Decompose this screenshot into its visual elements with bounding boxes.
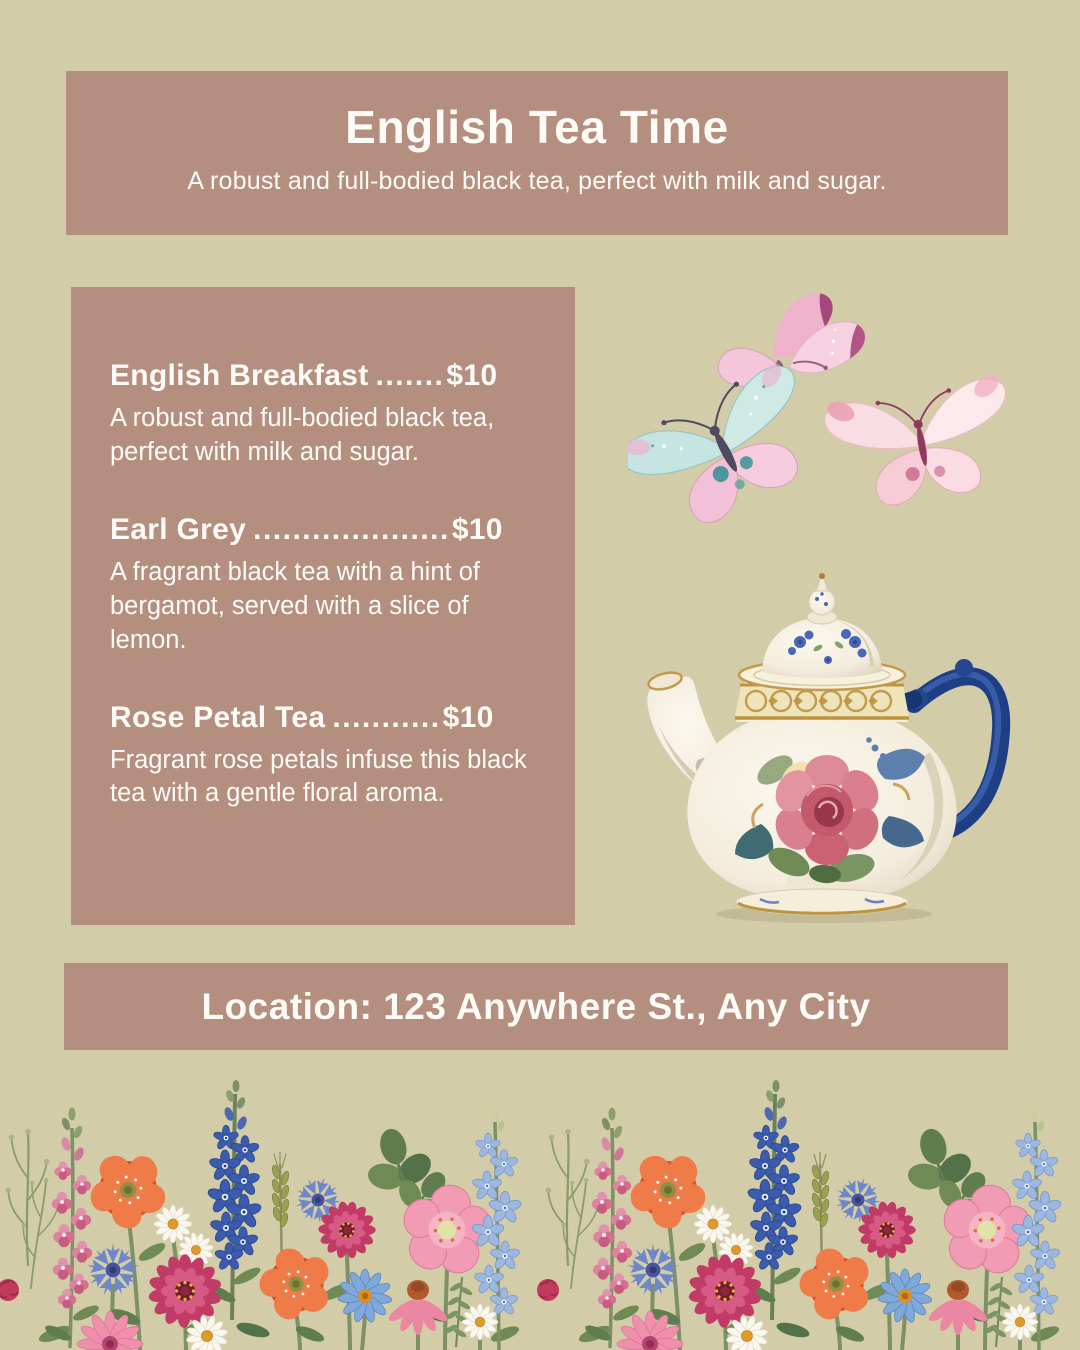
pale-pink-butterfly-icon xyxy=(821,368,1012,514)
menu-item-name: Rose Petal Tea xyxy=(110,700,326,734)
menu-item xyxy=(110,513,537,658)
menu-item-price: $10 xyxy=(451,512,503,546)
menu-item-price: $10 xyxy=(446,359,498,392)
location-text: Location: 123 Anywhere St., Any City xyxy=(201,985,871,1027)
menu-item-name: English Breakfast xyxy=(110,359,369,392)
header-panel xyxy=(66,71,1008,235)
butterflies-illustration xyxy=(628,282,1012,532)
menu-item-name: Earl Grey xyxy=(110,512,247,546)
wildflower-border-illustration xyxy=(0,1072,1080,1350)
poster-title: English Tea Time xyxy=(345,101,729,153)
menu-item-price: $10 xyxy=(442,700,494,734)
menu-item-description: Fragrant rose petals infuse this black tea with a gentle floral aroma. xyxy=(110,745,527,808)
menu-item-description: A fragrant black tea with a hint of bergamot, served with a slice of lemon. xyxy=(110,557,480,654)
menu-item-dots: ........... xyxy=(332,700,441,734)
menu-item-dots: ....... xyxy=(375,359,445,392)
menu-item xyxy=(110,359,537,470)
menu-panel xyxy=(71,287,575,925)
teapot-lid xyxy=(762,573,882,678)
location-bar xyxy=(64,963,1008,1050)
teapot-illustration xyxy=(632,572,1012,924)
menu-item-dots: .................... xyxy=(253,512,450,546)
poster-subtitle: A robust and full-bodied black tea, perfect with milk and sugar. xyxy=(187,167,887,195)
menu-item-description: A robust and full-bodied black tea, perfect with milk and sugar. xyxy=(110,404,495,466)
menu-item xyxy=(110,701,537,812)
